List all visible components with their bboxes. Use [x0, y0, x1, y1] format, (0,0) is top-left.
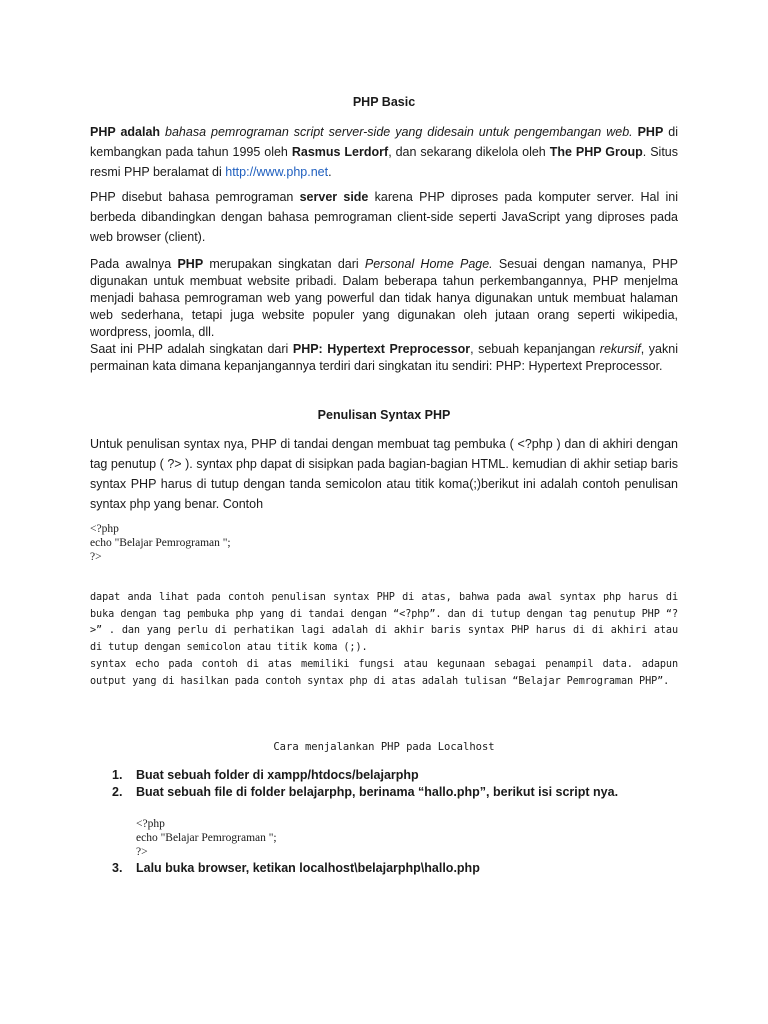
- intro-s5: Rasmus Lerdorf: [291, 145, 389, 159]
- para2-s1: PHP disebut bahasa pemrograman: [90, 190, 300, 204]
- intro-s1: PHP adalah: [90, 125, 166, 139]
- code-line: ?>: [136, 846, 148, 858]
- history-paragraph: [90, 256, 678, 375]
- intro-s8: . Situs resmi PHP beralamat di: [90, 145, 679, 179]
- para3-s7: PHP: Hypertext Preprocessor: [292, 342, 471, 356]
- step-number: 1.: [112, 768, 123, 782]
- intro-s7: The PHP Group: [549, 145, 643, 159]
- step-text: Buat sebuah file di folder belajarphp, berinama “hallo.php”, berikut isi script nya.: [136, 785, 619, 799]
- section-title-syntax: Penulisan Syntax PHP: [317, 408, 451, 422]
- intro-s6: , dan sekarang dikelola oleh: [388, 145, 550, 159]
- para3-s3: merupakan singkatan dari: [203, 257, 365, 271]
- list-item: [112, 785, 672, 799]
- php-site-link[interactable]: http://www.php.net: [225, 165, 329, 179]
- code-line: echo "Belajar Pemrograman ";: [90, 537, 231, 549]
- steps-list-continued: [112, 861, 672, 875]
- step-text: Buat sebuah folder di xampp/htdocs/belajarphp: [136, 768, 419, 782]
- intro-s10: .: [328, 165, 332, 179]
- syntax-paragraph: Untuk penulisan syntax nya, PHP di tandai dengan membuat tag pembuka ( <?php ) dan di akhiri dengan tag penutup ( ?> ). syntax php dapat di sisipkan pada bagian-bagian HTML. kemudian di akhir setiap baris syntax PHP harus di tutup dengan tanda semicolon atau titik koma(;)berikut ini adalah contoh penulisan syntax php yang benar. Contoh: [90, 437, 678, 511]
- para2-s2: server side: [299, 190, 369, 204]
- para3-s8: , sebuah kepanjangan: [470, 342, 600, 356]
- intro-paragraph: [90, 122, 678, 182]
- step-text: Lalu buka browser, ketikan localhost\belajarphp\hallo.php: [136, 861, 480, 875]
- page-title: PHP Basic: [352, 95, 416, 109]
- steps-list: [112, 768, 672, 799]
- syntax-explanation-paragraph: dapat anda lihat pada contoh penulisan syntax PHP di atas, bahwa pada awal syntax php harus di buka dengan tag pembuka php yang di tandai dengan “<?php”. dan di tutup dengan tag penutup PHP “?>” . dan yang perlu di perhatikan lagi adalah di akhir baris syntax PHP harus di di akhiri atau di tutup dengan semicolon atau titik koma (;).: [90, 592, 678, 653]
- step-number: 3.: [112, 861, 123, 875]
- code-block-2: [136, 817, 277, 859]
- para3-s6: Saat ini PHP adalah singkatan dari: [90, 342, 293, 356]
- code-line: ?>: [90, 551, 102, 563]
- para3-s5: Sesuai dengan namanya, PHP digunakan untuk membuat website pribadi. Dalam beberapa tahun perkembangannya, PHP menjelma menjadi bahasa pemrograman web yang powerful dan tidak hanya digunakan untuk membuat halaman web sederhana, tetapi juga website populer yang digunakan oleh jutaan orang seperti wikipedia, wordpress, joomla, dll.: [90, 257, 679, 339]
- intro-s2: bahasa pemrograman script server-side yang didesain untuk pengembangan web.: [165, 125, 633, 139]
- para3-s2: PHP: [177, 257, 204, 271]
- code-line: <?php: [90, 523, 119, 535]
- section-title-localhost: Cara menjalankan PHP pada Localhost: [273, 741, 495, 753]
- intro-s4: di kembangkan pada tahun 1995 oleh: [90, 125, 679, 159]
- server-side-paragraph: [90, 187, 678, 247]
- intro-s3: PHP: [632, 125, 664, 139]
- step-number: 2.: [112, 785, 123, 799]
- para2-s3: karena PHP diproses pada komputer server. Hal ini berbeda dibandingkan dengan bahasa pemrograman client-side seperti JavaScript yang diproses pada web browser (client).: [90, 190, 678, 244]
- code-line: echo "Belajar Pemrograman ";: [136, 832, 277, 844]
- list-item: [112, 861, 672, 875]
- echo-paragraph: syntax echo pada contoh di atas memiliki fungsi atau kegunaan sebagai penampil data. adapun output yang di hasilkan pada contoh syntax php di atas adalah tulisan “Belajar Pemrograman PHP”.: [90, 659, 678, 687]
- code-block-1: [90, 522, 231, 564]
- para3-s4: Personal Home Page.: [364, 257, 493, 271]
- code-line: <?php: [136, 818, 165, 830]
- para3-s1: Pada awalnya: [90, 257, 178, 271]
- list-item: [112, 768, 672, 782]
- para3-s10: , yakni permainan kata dimana kepanjangannya terdiri dari singkatan itu sendiri: PHP: Hypertext Preprocessor.: [90, 342, 678, 373]
- para3-s9: rekursif: [599, 342, 641, 356]
